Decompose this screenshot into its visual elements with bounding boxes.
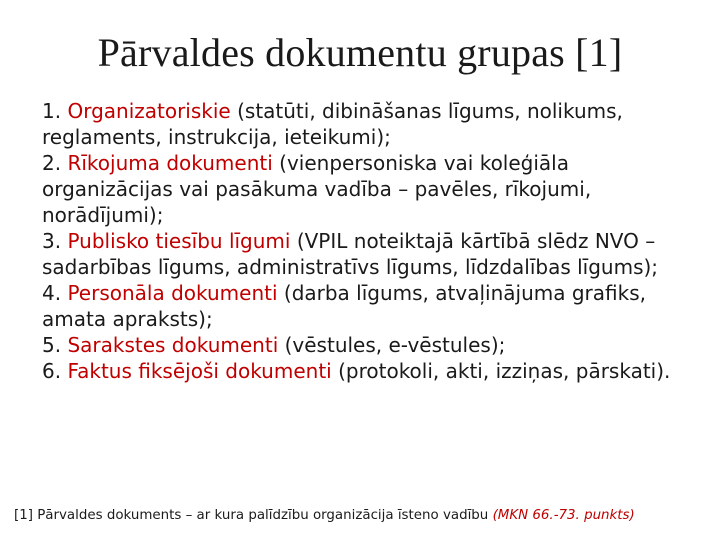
- item-highlight: Rīkojuma dokumenti: [67, 151, 273, 175]
- item-text: (vēstules, e-vēstules);: [278, 333, 506, 357]
- item-number: 4.: [42, 281, 68, 305]
- slide-title: Pārvaldes dokumentu grupas [1]: [97, 30, 623, 75]
- item-text: (darba līgums, atvaļinājuma grafiks, amata apraksts);: [42, 281, 646, 331]
- item-highlight: Faktus fiksējoši dokumenti: [67, 359, 332, 383]
- item-text: (vienpersoniska vai koleģiāla organizācijas vai pasākuma vadība – pavēles, rīkojumi, norādījumi);: [42, 151, 592, 227]
- document-groups-list: [42, 98, 692, 384]
- item-number: 2.: [42, 151, 68, 175]
- item-highlight: Publisko tiesību līgumi: [67, 229, 291, 253]
- item-number: 3.: [42, 229, 68, 253]
- item-highlight: Organizatoriskie: [67, 99, 231, 123]
- list-item: [42, 280, 692, 332]
- item-text: (statūti, dibināšanas līgums, nolikums, reglaments, instrukcija, ieteikumi);: [42, 99, 623, 149]
- footnote-reference: (MKN 66.-73. punkts): [492, 508, 635, 523]
- item-number: 5.: [42, 333, 68, 357]
- list-item: [42, 358, 692, 384]
- footnote: [14, 508, 714, 523]
- item-highlight: Sarakstes dokumenti: [67, 333, 279, 357]
- item-highlight: Personāla dokumenti: [67, 281, 278, 305]
- list-item: [42, 98, 692, 150]
- item-text: (VPIL noteiktajā kārtībā slēdz NVO – sadarbības līgums, administratīvs līgums, līdzdalības līgums);: [42, 229, 659, 279]
- list-item: [42, 228, 692, 280]
- list-item: [42, 150, 692, 228]
- item-text: (protokoli, akti, izziņas, pārskati).: [331, 359, 671, 383]
- item-number: 6.: [42, 359, 68, 383]
- item-number: 1.: [42, 99, 68, 123]
- list-item: [42, 332, 692, 358]
- footnote-text: [1] Pārvaldes dokuments – ar kura palīdzību organizācija īsteno vadību: [14, 508, 493, 523]
